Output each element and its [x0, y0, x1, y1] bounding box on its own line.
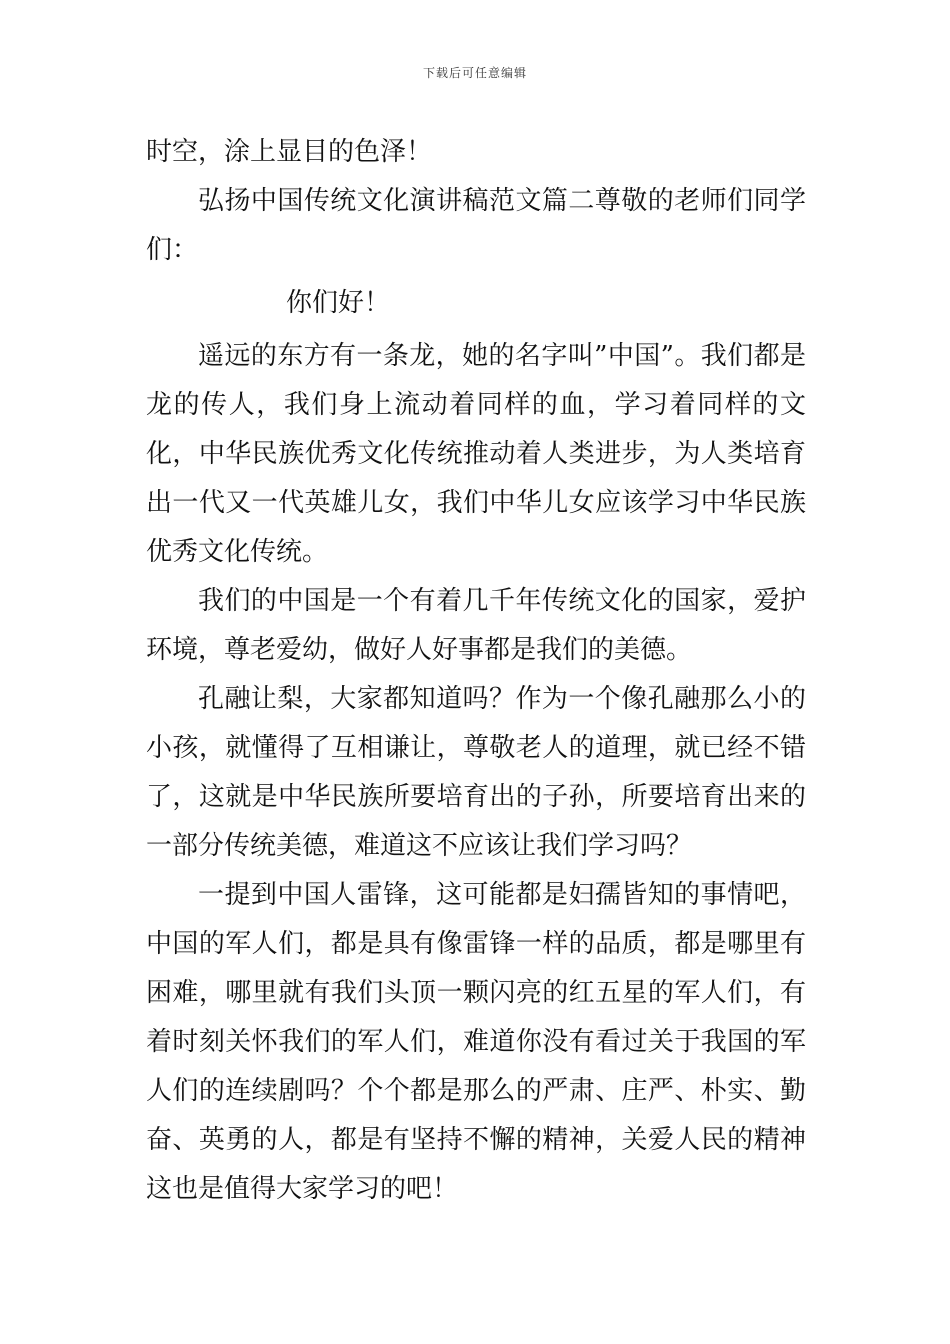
paragraph-kong-rong: 孔融让梨，大家都知道吗？作为一个像孔融那么小的小孩，就懂得了互相谦让，尊敬老人的道理，就已经不错了，这就是中华民族所要培育出的子孙，所要培育出来的一部分传统美德，难道这不应该让我们学习吗？ [146, 684, 806, 861]
paragraph-tradition: 我们的中国是一个有着几千年传统文化的国家，爱护环境，尊老爱幼，做好人好事都是我们的美德。 [146, 586, 806, 665]
paragraph-dragon: 遥远的东方有一条龙，她的名字叫”中国”。我们都是龙的传人，我们身上流动着同样的血，学习着同样的文化，中华民族优秀文化传统推动着人类进步，为人类培育出一代又一代英雄儿女，我们中华儿女应该学习中华民族优秀文化传统。 [146, 341, 806, 567]
document-body [146, 128, 806, 1214]
paragraph-continuation: 时空，涂上显目的色泽！ [146, 137, 433, 167]
paragraph-greeting: 你们好！ [286, 288, 391, 318]
paragraph-lei-feng: 一提到中国人雷锋，这可能都是妇孺皆知的事情吧，中国的军人们，都是具有像雷锋一样的品质，都是哪里有困难，哪里就有我们头顶一颗闪亮的红五星的军人们，有着时刻关怀我们的军人们，难道你没有看过关于我国的军人们的连续剧吗？个个都是那么的严肃、庄严、朴实、勤奋、英勇的人，都是有坚持不懈的精神，关爱人民的精神这也是值得大家学习的吧！ [146, 880, 806, 1204]
paragraph-title-salutation: 弘扬中国传统文化演讲稿范文篇二尊敬的老师们同学们： [146, 186, 806, 265]
page-header-note: 下载后可任意编辑 [422, 66, 527, 80]
